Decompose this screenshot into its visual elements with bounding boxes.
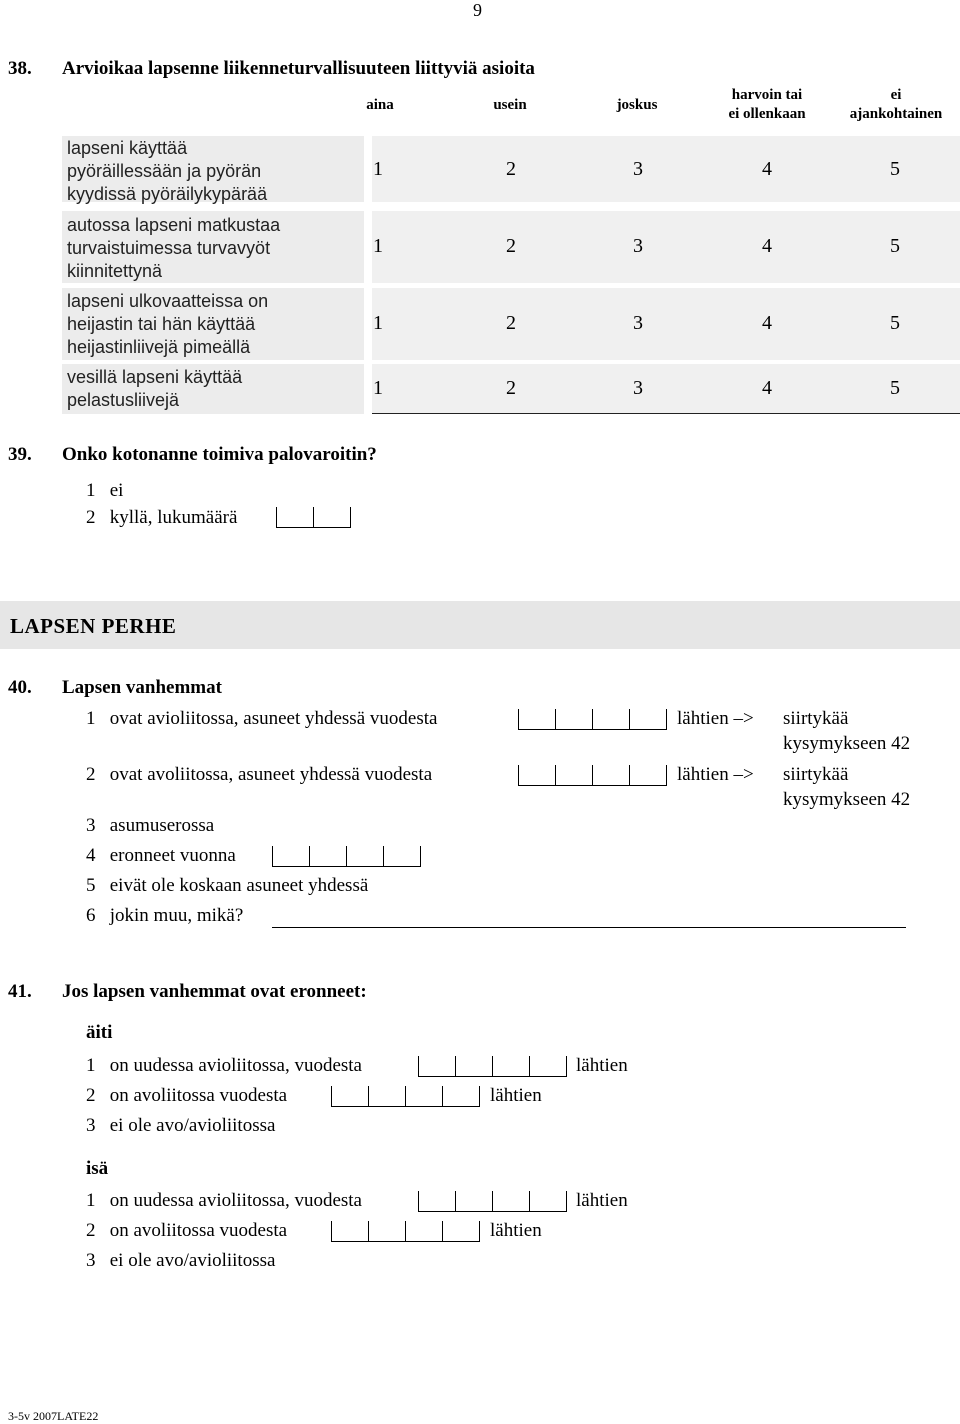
q38-row1-opt-2[interactable]: 2 — [506, 158, 516, 180]
col-header-harvoin: harvoin tai ei ollenkaan — [728, 87, 806, 122]
q41-number: 41. — [8, 981, 32, 1002]
q40-option-1-after: lähtien –> — [677, 708, 754, 729]
q40-option-4[interactable]: 4 eronneet vuonna — [86, 845, 236, 866]
q41-father-option-2[interactable]: 2 on avoliitossa vuodesta — [86, 1220, 288, 1241]
q38-row2-opt-4[interactable]: 4 — [762, 235, 772, 257]
q41-father-option-3[interactable]: 3 ei ole avo/avioliitossa — [86, 1250, 276, 1271]
row-scale-bg — [372, 364, 960, 414]
col-header-joskus: joskus — [616, 97, 658, 113]
q40-option-2-skip: siirtykää — [783, 764, 849, 785]
q38-row4-opt-5[interactable]: 5 — [890, 377, 900, 399]
q41-mother-option-1-year-boxes[interactable] — [418, 1056, 568, 1078]
col-header-aina: aina — [366, 97, 394, 113]
q40-option-2[interactable]: 2 ovat avoliitossa, asuneet yhdessä vuodesta — [86, 764, 433, 785]
q41-father-option-1-after: lähtien — [576, 1190, 628, 1211]
q41-mother-label: äiti — [86, 1022, 113, 1043]
row-scale-bg — [372, 211, 960, 283]
q38-row3-opt-3[interactable]: 3 — [633, 312, 643, 334]
q40-number: 40. — [8, 677, 32, 698]
table-bottom-rule — [372, 413, 960, 414]
q41-mother-option-1-after: lähtien — [576, 1055, 628, 1076]
q38-row-1-label: lapseni käyttää pyöräillessään ja pyörän kyydissä pyöräilykypärää — [67, 138, 268, 204]
q38-row4-opt-4[interactable]: 4 — [762, 377, 772, 399]
q38-row2-opt-3[interactable]: 3 — [633, 235, 643, 257]
q40-option-4-year-boxes[interactable] — [272, 846, 422, 868]
q40-option-6-answer-line[interactable] — [272, 927, 906, 928]
q40-option-2-year-boxes[interactable] — [518, 765, 668, 787]
q38-row4-opt-3[interactable]: 3 — [633, 377, 643, 399]
q38-row3-opt-5[interactable]: 5 — [890, 312, 900, 334]
q39-number: 39. — [8, 444, 32, 465]
q41-mother-option-2[interactable]: 2 on avoliitossa vuodesta — [86, 1085, 288, 1106]
q38-row3-opt-4[interactable]: 4 — [762, 312, 772, 334]
q40-option-1[interactable]: 1 ovat avioliitossa, asuneet yhdessä vuodesta — [86, 708, 438, 729]
q40-option-1-skip-target: kysymykseen 42 — [783, 733, 911, 754]
q38-row3-opt-2[interactable]: 2 — [506, 312, 516, 334]
q38-row1-opt-3[interactable]: 3 — [633, 158, 643, 180]
q41-mother-option-2-year-boxes[interactable] — [331, 1086, 481, 1108]
q41-title: Jos lapsen vanhemmat ovat eronneet: — [62, 981, 367, 1002]
q38-row4-opt-2[interactable]: 2 — [506, 377, 516, 399]
q38-row4-opt-1[interactable]: 1 — [373, 377, 383, 399]
section-title: LAPSEN PERHE — [10, 614, 177, 638]
row-scale-bg — [372, 288, 960, 360]
col-header-ei-ajankohtainen: ei ajankohtainen — [849, 87, 943, 122]
q38-row2-opt-5[interactable]: 5 — [890, 235, 900, 257]
q41-father-option-1[interactable]: 1 on uudessa avioliitossa, vuodesta — [86, 1190, 362, 1211]
q38-row1-opt-4[interactable]: 4 — [762, 158, 772, 180]
q38-row2-opt-2[interactable]: 2 — [506, 235, 516, 257]
q38-number: 38. — [8, 58, 32, 79]
q38-row-4-label: vesillä lapseni käyttää pelastusliivejä — [67, 367, 243, 410]
q40-option-3[interactable]: 3 asumuserossa — [86, 815, 215, 836]
q38-title: Arvioikaa lapsenne liikenneturvallisuuteen liittyviä asioita — [62, 58, 535, 79]
q41-father-option-1-year-boxes[interactable] — [418, 1191, 568, 1213]
q41-mother-option-2-after: lähtien — [490, 1085, 542, 1106]
q39-option-2[interactable]: 2 kyllä, lukumäärä — [86, 507, 238, 528]
q41-father-option-2-year-boxes[interactable] — [331, 1221, 481, 1243]
q40-option-1-year-boxes[interactable] — [518, 709, 668, 731]
footer-code: 3-5v 2007LATE22 — [8, 1409, 99, 1423]
q40-option-1-skip: siirtykää — [783, 708, 849, 729]
q38-row3-opt-1[interactable]: 1 — [373, 312, 383, 334]
q40-option-5[interactable]: 5 eivät ole koskaan asuneet yhdessä — [86, 875, 369, 896]
q40-option-6[interactable]: 6 jokin muu, mikä? — [86, 905, 244, 926]
q38-row1-opt-5[interactable]: 5 — [890, 158, 900, 180]
q41-mother-option-1[interactable]: 1 on uudessa avioliitossa, vuodesta — [86, 1055, 362, 1076]
row-scale-bg — [372, 136, 960, 202]
q41-father-option-2-after: lähtien — [490, 1220, 542, 1241]
q40-option-2-after: lähtien –> — [677, 764, 754, 785]
q41-mother-option-3[interactable]: 3 ei ole avo/avioliitossa — [86, 1115, 276, 1136]
q40-option-2-skip-target: kysymykseen 42 — [783, 789, 911, 810]
q41-father-label: isä — [86, 1158, 109, 1179]
q38-row-2-label: autossa lapseni matkustaa turvaistuimessa turvavyöt kiinnitettynä — [67, 215, 281, 281]
page-number: 9 — [473, 0, 482, 20]
col-header-usein: usein — [493, 97, 527, 113]
q39-option-1[interactable]: 1 ei — [86, 480, 124, 501]
q39-count-boxes[interactable] — [276, 507, 352, 529]
q38-row-3-label: lapseni ulkovaatteissa on heijastin tai hän käyttää heijastinliivejä pimeällä — [67, 291, 269, 357]
q38-row2-opt-1[interactable]: 1 — [373, 235, 383, 257]
q38-row1-opt-1[interactable]: 1 — [373, 158, 383, 180]
q39-title: Onko kotonanne toimiva palovaroitin? — [62, 444, 377, 465]
q40-title: Lapsen vanhemmat — [62, 677, 222, 698]
